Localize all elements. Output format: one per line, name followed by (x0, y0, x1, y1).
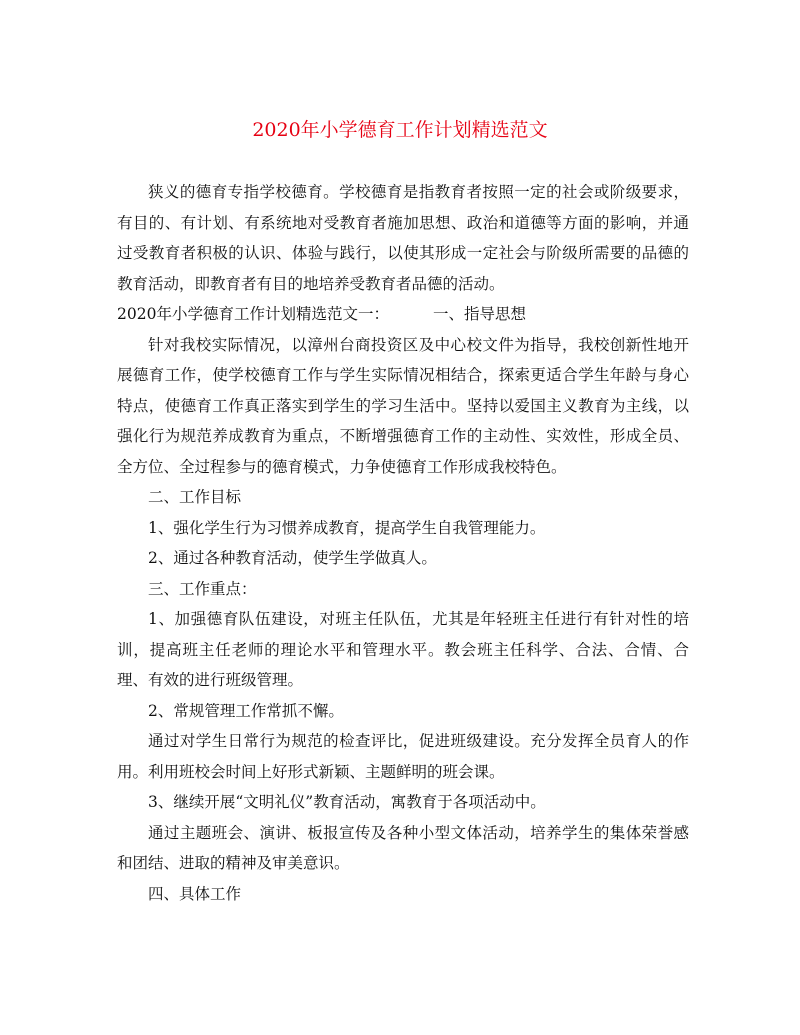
paragraph-focus-1: 1、加强德育队伍建设，对班主任队伍，尤其是年轻班主任进行有针对性的培训，提高班主任老师的理论水平和管理水平。教会班主任科学、合法、合情、合理、有效的进行班级管理。 (117, 610, 689, 689)
paragraph-intro: 狭义的德育专指学校德育。学校德育是指教育者按照一定的社会或阶级要求，有目的、有计划、有系统地对受教育者施加思想、政治和道德等方面的影响，并通过受教育者积极的认识、体验与践行，以使其形成一定社会与阶级所需要的品德的教育活动，即教育者有目的地培养受教育者品德的活动。 (117, 183, 689, 293)
document-title: 2020年小学德育工作计划精选范文 (252, 119, 548, 141)
section-heading-guiding-ideology: 一、指导思想 (432, 305, 526, 323)
paragraph-focus-3: 3、继续开展“文明礼仪”教育活动，寓教育于各项活动中。 (148, 793, 546, 811)
section-heading-work-goals: 二、工作目标 (148, 488, 242, 506)
sample-label: 2020年小学德育工作计划精选范文一： (117, 305, 389, 323)
paragraph-focus-3-detail: 通过主题班会、演讲、板报宣传及各种小型文体活动，培养学生的集体荣誉感和团结、进取的精神及审美意识。 (117, 823, 689, 872)
paragraph-focus-2-detail: 通过对学生日常行为规范的检查评比，促进班级建设。充分发挥全员育人的作用。利用班校会时间上好形式新颖、主题鲜明的班会课。 (117, 732, 689, 781)
section-heading-specific-work: 四、具体工作 (148, 884, 242, 903)
paragraph-sample-heading (117, 299, 689, 330)
paragraph-goal-1: 1、强化学生行为习惯养成教育，提高学生自我管理能力。 (148, 518, 546, 537)
paragraph-focus-2: 2、常规管理工作常抓不懈。 (148, 701, 344, 720)
document-body (117, 177, 689, 909)
section-heading-work-focus: 三、工作重点： (148, 579, 257, 598)
paragraph-goal-2: 2、通过各种教育活动，使学生学做真人。 (148, 549, 437, 567)
paragraph-guiding-ideology: 针对我校实际情况，以漳州台商投资区及中心校文件为指导，我校创新性地开展德育工作，使学校德育工作与学生实际情况相结合，探索更适合学生年龄与身心特点，使德育工作真正落实到学生的学习生活中。坚持以爱国主义教育为主线，以强化行为规范养成教育为重点，不断增强德育工作的主动性、实效性，形成全员、全方位、全过程参与的德育模式，力争使德育工作形成我校特色。 (117, 335, 689, 476)
